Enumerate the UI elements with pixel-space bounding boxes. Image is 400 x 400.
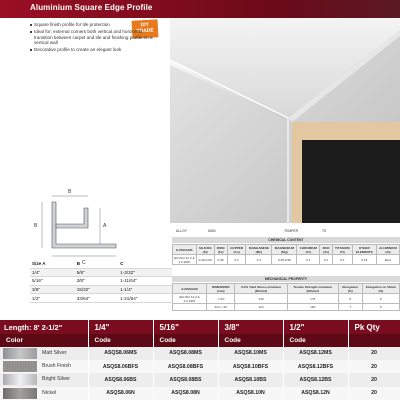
temper-label: TEMPER	[284, 229, 299, 233]
finish-row-brush-finish	[0, 360, 400, 373]
mech-header: 0.2% Yield Stress minimum (N/mm2)	[235, 284, 287, 294]
alloy-value: 6063	[208, 229, 216, 233]
product-code: ASQS8.06MS	[88, 347, 153, 360]
specification-block	[172, 228, 400, 313]
alloy-label: ALLOY	[176, 229, 187, 233]
chem-cell: Rem	[376, 255, 399, 265]
size-heading-5-16: 5/16"	[153, 320, 218, 334]
product-code: ASQS8.08BFS	[153, 360, 218, 373]
code-heading: Code	[88, 334, 153, 346]
feature-item: Decorative profile to create an elegant look	[30, 47, 162, 52]
pack-qty-heading: Pk Qty	[348, 320, 400, 334]
nickel-swatch	[3, 388, 37, 399]
product-code: ASQS8.10MS	[218, 347, 283, 360]
chem-header: E-PADAGB	[173, 245, 197, 255]
finish-label: Matt Silver	[42, 349, 67, 356]
mech-cell: 5	[362, 304, 399, 310]
finish-row-matt-silver	[0, 347, 400, 360]
mech-header: E-PADAGB	[173, 284, 207, 294]
chemical-content-title: CHEMICAL CONTENT	[172, 237, 400, 243]
finish-cell	[0, 360, 88, 373]
product-code: ASQS8.08MS	[153, 347, 218, 360]
product-code: ASQS8.08BS	[153, 373, 218, 386]
chem-header: MANGANESE (Mn)	[246, 245, 272, 255]
size-cell: 1-3/32"	[120, 269, 135, 275]
mech-cell: EN ISO 14 2 & 1.2.1997	[173, 294, 207, 304]
chemical-table	[172, 244, 400, 265]
feature-item: Ideal for; external corners both vertical and horizontal, transition between carpet and tile and finishing profile on a vertical wall	[30, 29, 162, 45]
size-heading-3-8: 3/8"	[218, 320, 283, 334]
size-row	[30, 285, 172, 294]
chem-cell: 0.1	[320, 255, 333, 265]
color-heading: Color	[0, 334, 88, 346]
chem-cell: 0.1	[297, 255, 320, 265]
mech-cell: 6	[362, 294, 399, 304]
code-header-row	[0, 334, 400, 346]
chem-cell: EN ISO 14 2 & 1.2.1997	[174, 255, 195, 264]
size-row	[30, 277, 172, 286]
code-heading: Code	[153, 334, 218, 346]
temper-value: T5	[322, 229, 326, 233]
product-code: ASQS8.12BFS	[283, 360, 348, 373]
chem-header: SILICON (Si)	[196, 245, 214, 255]
mechanical-table	[172, 283, 400, 311]
product-code: ASQS8.06BFS	[88, 360, 153, 373]
chem-header: IRON (Fe)	[214, 245, 227, 255]
finish-cell	[0, 387, 88, 400]
size-header-row	[0, 320, 400, 334]
mech-header: Elongation (%)	[338, 284, 362, 294]
mech-cell: from >10	[207, 304, 235, 310]
diagram-label-a: A	[103, 223, 107, 229]
mechanical-header-row	[173, 284, 400, 294]
mechanical-property-title: MECHANICAL PROPERTY	[172, 276, 400, 282]
mech-header: DIMENSION (mm)	[207, 284, 235, 294]
size-col-header: B	[76, 261, 81, 267]
product-code: ASQS8.06N	[88, 387, 153, 400]
finish-row-bright-silver	[0, 373, 400, 386]
chem-header: OTHER ELEMENTS	[352, 245, 376, 255]
size-cell: 3/8"	[32, 287, 41, 293]
brush-finish-swatch	[3, 361, 37, 372]
product-code: ASQS8.12MS	[283, 347, 348, 360]
diagram-label-b: B	[34, 223, 38, 229]
chem-cell: 0.1	[227, 255, 246, 265]
chem-cell: 0.45-0.90	[272, 255, 297, 265]
header-stripe	[280, 0, 400, 18]
product-code: ASQS8.12N	[283, 387, 348, 400]
size-heading-1-2: 1/2"	[283, 320, 348, 334]
size-cell: 1/4"	[32, 269, 41, 275]
size-cell: 1/2"	[32, 295, 41, 301]
chem-cell: 0.15	[352, 255, 376, 265]
product-code: ASQS8.06BS	[88, 373, 153, 386]
diagram-label-c: C	[82, 260, 86, 266]
chem-cell: 0.35	[214, 255, 227, 265]
product-code-table	[0, 320, 400, 400]
pack-qty: 20	[348, 347, 400, 360]
feature-item: Square finish profile for tile protection	[30, 22, 162, 27]
chem-cell: 0.20-0.60	[196, 255, 214, 265]
mechanical-value-row	[173, 294, 400, 304]
pack-qty: 20	[348, 360, 400, 373]
code-heading: Code	[283, 334, 348, 346]
finish-label: Nickel	[42, 389, 57, 396]
mechanical-value-row	[173, 304, 400, 310]
header-band	[0, 0, 400, 18]
code-heading: Code	[218, 334, 283, 346]
badge-line2: TRADE	[136, 27, 154, 35]
qty-subheading	[348, 334, 400, 346]
diagram-label-b-top: B	[68, 189, 72, 195]
matt-silver-swatch	[3, 348, 37, 359]
chem-cell: 0.1	[246, 255, 272, 265]
chem-header: ZINC (Zn)	[320, 245, 333, 255]
mech-cell: 110	[235, 304, 287, 310]
mech-cell: 7	[338, 304, 362, 310]
chem-cell: 0.1	[332, 255, 352, 265]
chemical-header-row	[173, 245, 400, 255]
size-cell: 33/64"	[76, 295, 90, 301]
finish-row-nickel	[0, 387, 400, 400]
mech-cell	[173, 304, 207, 310]
size-row	[30, 294, 172, 303]
chem-header: CHROMIUM (Cr)	[297, 245, 320, 255]
mech-cell: <=10	[207, 294, 235, 304]
mech-cell: 160	[287, 304, 338, 310]
size-cell: 1-11/64"	[120, 278, 138, 284]
chemical-value-row	[173, 255, 400, 265]
badge-line1: DIY	[140, 21, 150, 29]
product-code: ASQS8.10BS	[218, 373, 283, 386]
bright-silver-swatch	[3, 374, 37, 385]
mech-cell: 8	[338, 294, 362, 304]
finish-label: Brush Finish	[42, 362, 71, 369]
product-code: ASQS8.12BS	[283, 373, 348, 386]
size-cell: 5/16"	[32, 278, 43, 284]
pack-qty: 20	[348, 387, 400, 400]
finish-cell	[0, 373, 88, 386]
size-cell: 15/32"	[76, 287, 90, 293]
alloy-temper-row	[176, 228, 396, 236]
finish-label: Bright Silver	[42, 376, 70, 383]
product-code: ASQS8.08N	[153, 387, 218, 400]
size-cell: 1-21/64"	[120, 295, 138, 301]
feature-list	[30, 22, 162, 54]
size-row	[30, 268, 172, 277]
size-table	[30, 260, 172, 303]
mech-cell: 130	[235, 294, 287, 304]
length-label: Length: 8' 2-1/2"	[0, 320, 88, 334]
size-col-header: Size A	[32, 261, 46, 267]
product-code: ASQS8.10N	[218, 387, 283, 400]
size-table-header	[30, 260, 172, 268]
chem-header: TITANIUM (Ti)	[332, 245, 352, 255]
pack-qty: 20	[348, 373, 400, 386]
finish-cell	[0, 347, 88, 360]
profile-diagram	[30, 180, 170, 270]
mech-cell: 175	[287, 294, 338, 304]
size-cell: 1-1/4"	[120, 287, 133, 293]
chem-header: MAGNESIUM (Mg)	[272, 245, 297, 255]
product-code: ASQS8.10BFS	[218, 360, 283, 373]
chem-header: COPPER (Cu)	[227, 245, 246, 255]
mech-header: Elongation on 50mm (%)	[362, 284, 399, 294]
size-col-header: C	[120, 261, 124, 267]
chem-header: ALUMINIUM (Al)	[376, 245, 399, 255]
mech-header: Tensile Strength minimum (N/mm2)	[287, 284, 338, 294]
page-title: Aluminium Square Edge Profile	[30, 3, 153, 12]
product-photo	[170, 18, 400, 223]
size-cell: 5/8"	[76, 269, 85, 275]
size-heading-1-4: 1/4"	[88, 320, 153, 334]
size-cell: 3/8"	[76, 278, 85, 284]
